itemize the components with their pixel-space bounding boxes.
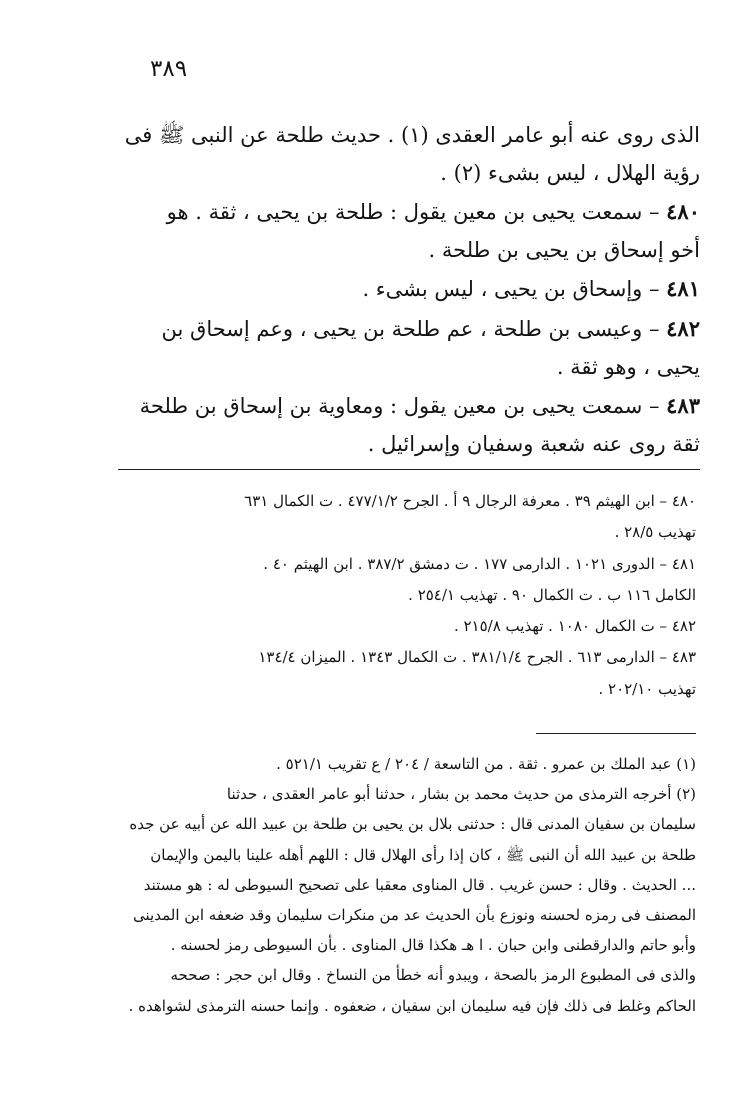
main-line — [88, 348, 700, 386]
page-number: ٣٨٩ — [150, 56, 188, 82]
reference-line: ٤٨٣ – الدارمى ٦١٣ . الجرح ٣٨١/١/٤ . ت الكمال ١٣٤٣ . الميزان ١٣٤/٤ — [258, 648, 696, 667]
footnote-line: الحاكم وغلط فى ذلك فإن فيه سليمان ابن سفيان ، ضعفوه . وإنما حسنه الترمذى لشواهده . — [128, 996, 696, 1015]
footnote-line: ... الحديث . وقال : حسن غريب . قال المناوى معقبا على تصحيح السيوطى له : هو مستند — [143, 875, 696, 894]
main-line — [88, 231, 700, 269]
reference-line: الكامل ١١٦ ب . ت الكمال ٩٠ . تهذيب ٢٥٤/١ . — [408, 585, 696, 604]
footnote-line: سليمان بن سفيان المدنى قال : حدثنى بلال بن يحيى بن طلحة بن عبيد الله عن أبيه عن جده — [129, 815, 696, 834]
main-line — [88, 116, 700, 154]
main-line — [88, 193, 700, 231]
reference-line: تهذيب ٢٠٢/١٠ . — [598, 679, 696, 698]
main-line — [88, 310, 700, 348]
line-text: أخو إسحاق بن يحيى بن طلحة . — [428, 237, 700, 262]
line-text: – سمعت يحيى بن معين يقول : ومعاوية بن إسحاق بن طلحة — [139, 394, 667, 419]
footnote-line: والذى فى المطبوع الرمز بالصحة ، ويبدو أنه خطأ من النساخ . وقال ابن حجر : صححه — [170, 966, 696, 985]
reference-line: ٤٨٠ – ابن الهيثم ٣٩ . معرفة الرجال ٩ أ . الجرح ٤٧٧/١/٢ . ت الكمال ٦٣١ — [244, 492, 696, 510]
main-line — [88, 270, 700, 308]
line-text: – وإسحاق بن يحيى ، ليس بشىء . — [362, 277, 667, 302]
divider-rule — [118, 469, 700, 470]
line-text: رؤية الهلال ، ليس بشىء (٢) . — [440, 160, 700, 185]
line-text: – سمعت يحيى بن معين يقول : طلحة بن يحيى ، ثقة . هو — [166, 200, 667, 225]
reference-line: تهذيب ٢٨/٥ . — [614, 523, 696, 542]
footnote-rule — [536, 733, 696, 734]
line-text: – وعيسى بن طلحة ، عم طلحة بن يحيى ، وعم إسحاق بن — [161, 316, 667, 341]
entry-number: ٤٨٢ — [666, 315, 700, 341]
footnote-line: وأبو حاتم والدارقطنى وابن حبان . ا هـ هكذا قال المناوى . بأن السيوطى رمز لحسنه . — [170, 936, 696, 955]
line-text: الذى روى عنه أبو عامر العقدى (١) . حديث طلحة عن النبى ﷺ فى — [124, 123, 700, 147]
line-text: ثقة روى عنه شعبة وسفيان وإسرائيل . — [367, 431, 700, 456]
main-text — [88, 116, 700, 462]
main-line — [88, 387, 700, 425]
footnote-line: (٢) أخرجه الترمذى من حديث محمد بن بشار ، حدثنا أبو عامر العقدى ، حدثنا — [226, 785, 696, 804]
references-block — [60, 486, 696, 705]
entry-number: ٤٨٣ — [666, 393, 700, 419]
reference-line: ٤٨٢ – ت الكمال ١٠٨٠ . تهذيب ٢١٥/٨ . — [453, 617, 696, 636]
line-text: يحيى ، وهو ثقة . — [556, 354, 700, 379]
reference-line: ٤٨١ – الدورى ١٠٢١ . الدارمى ١٧٧ . ت دمشق ٣٨٧/٢ . ابن الهيثم ٤٠ . — [263, 554, 696, 573]
main-line — [88, 154, 700, 192]
footnote-line: طلحة بن عبيد الله أن النبى ﷺ ، كان إذا رأى الهلال قال : اللهم أهله علينا باليمن والإيمان — [150, 845, 696, 864]
footnotes-block — [60, 749, 696, 1021]
footnote-line: المصنف فى رمزه لحسنه ونوزع بأن الحديث عد من منكرات سليمان وقد ضعفه ابن المدينى — [133, 905, 696, 924]
main-line — [88, 425, 700, 463]
footnote-line: (١) عبد الملك بن عمرو . ثقة . من التاسعة / ٢٠٤ / ع تقريب ٥٢١/١ . — [276, 755, 696, 773]
entry-number: ٤٨١ — [666, 276, 700, 302]
entry-number: ٤٨٠ — [666, 199, 700, 225]
